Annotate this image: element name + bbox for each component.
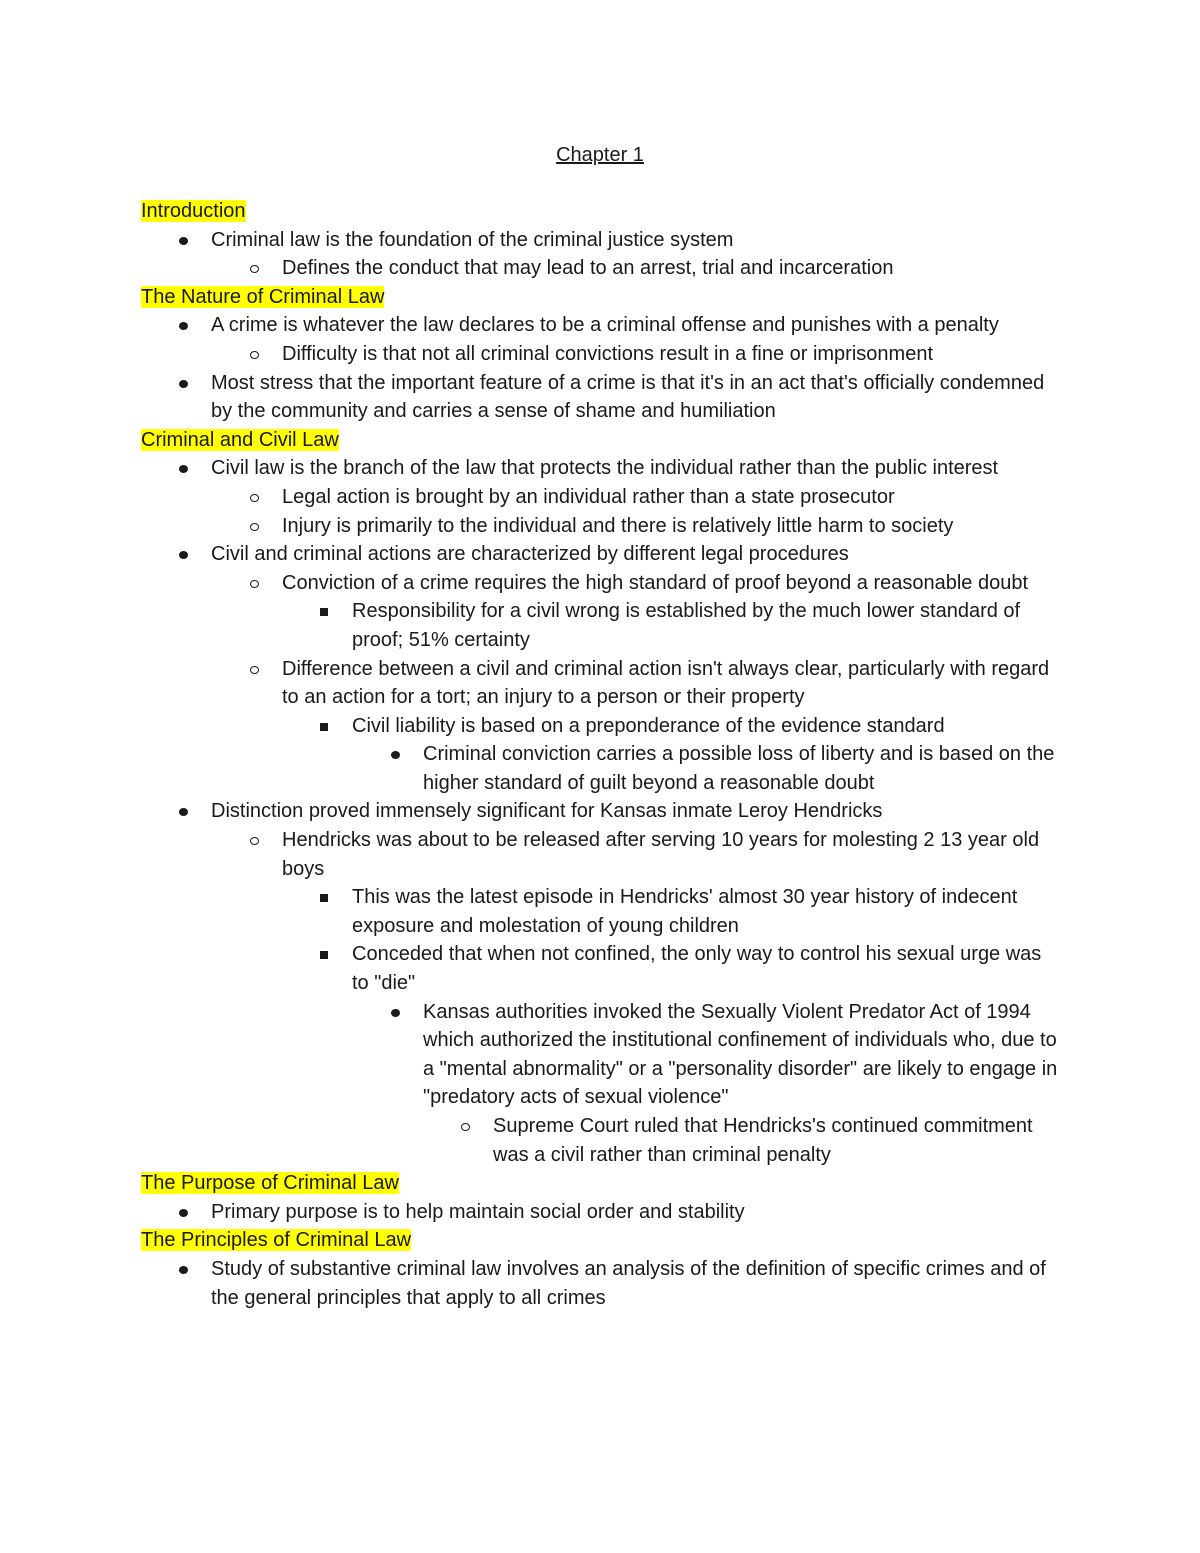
list-item: [141, 597, 1061, 654]
filled-bullet-icon: [173, 369, 193, 398]
filled-bullet-icon: [385, 998, 405, 1027]
list-item-text: Conceded that when not confined, the only way to control his sexual urge was to "die": [352, 943, 1042, 995]
list-item: [141, 1255, 1061, 1312]
list-item: [141, 369, 1061, 426]
filled-bullet-icon: [385, 740, 405, 769]
hollow-bullet-icon: [244, 512, 264, 541]
filled-bullet-icon: [173, 1198, 193, 1227]
section-heading-text: The Purpose of Criminal Law: [141, 1172, 399, 1195]
list-item: [141, 883, 1061, 940]
list-item: [141, 1112, 1061, 1169]
list-item-text: Injury is primarily to the individual and there is relatively little harm to society: [282, 514, 954, 537]
filled-bullet-icon: [173, 797, 193, 826]
square-bullet-icon: [314, 712, 334, 741]
hollow-bullet-icon: [244, 483, 264, 512]
section-heading: [141, 426, 1061, 455]
list-item-text: Kansas authorities invoked the Sexually Violent Predator Act of 1994 which authorized the institutional confinement of individuals who, due to a "mental abnormality" or a "personality disorder" are likely to engage in "predatory acts of sexual violence": [423, 1000, 1058, 1109]
list-item-text: This was the latest episode in Hendricks' almost 30 year history of indecent exposure and molestation of young children: [352, 886, 1018, 937]
list-item-text: Hendricks was about to be released after serving 10 years for molesting 2 13 year old boys: [282, 829, 1040, 880]
list-item-text: Legal action is brought by an individual rather than a state prosecutor: [282, 485, 895, 508]
list-item: [141, 1198, 1061, 1227]
list-item: [141, 340, 1061, 369]
list-item-text: Difficulty is that not all criminal convictions result in a fine or imprisonment: [282, 342, 933, 365]
list-item: [141, 740, 1061, 797]
square-bullet-icon: [314, 940, 334, 969]
list-item-text: Conviction of a crime requires the high standard of proof beyond a reasonable doubt: [282, 571, 1029, 594]
list-item: [141, 483, 1061, 512]
hollow-bullet-icon: [455, 1112, 475, 1141]
list-item-text: Most stress that the important feature of a crime is that it's in an act that's officially condemned by the community and carries a sense of shame and humiliation: [211, 371, 1045, 423]
list-item-text: Study of substantive criminal law involves an analysis of the definition of specific crimes and of the general principles that apply to all crimes: [211, 1257, 1046, 1309]
square-bullet-icon: [314, 597, 334, 626]
filled-bullet-icon: [173, 226, 193, 255]
list-item: [141, 454, 1061, 483]
list-item-text: Responsibility for a civil wrong is established by the much lower standard of proof; 51% certainty: [352, 600, 1021, 651]
section-heading-text: The Principles of Criminal Law: [141, 1229, 412, 1252]
square-bullet-icon: [314, 883, 334, 912]
filled-bullet-icon: [173, 454, 193, 483]
section-heading-text: Criminal and Civil Law: [141, 428, 339, 451]
list-item: [141, 797, 1061, 826]
list-item-text: Defines the conduct that may lead to an arrest, trial and incarceration: [282, 257, 894, 280]
list-item-text: Distinction proved immensely significant for Kansas inmate Leroy Hendricks: [211, 800, 883, 823]
list-item-text: Difference between a civil and criminal action isn't always clear, particularly with regard to an action for a tort; an injury to a person or their property: [282, 657, 1050, 709]
list-item-text: Civil and criminal actions are characterized by different legal procedures: [211, 543, 849, 566]
list-item-text: Civil liability is based on a preponderance of the evidence standard: [352, 714, 945, 737]
list-item-text: Primary purpose is to help maintain social order and stability: [211, 1200, 745, 1223]
section-heading: [141, 1226, 1061, 1255]
hollow-bullet-icon: [244, 826, 264, 855]
list-item: [141, 826, 1061, 883]
filled-bullet-icon: [173, 311, 193, 340]
list-item: [141, 540, 1061, 569]
section-heading-text: The Nature of Criminal Law: [141, 285, 385, 308]
document-title: Chapter 1: [556, 144, 644, 166]
list-item-text: Criminal law is the foundation of the criminal justice system: [211, 228, 734, 251]
list-item: [141, 512, 1061, 541]
list-item-text: Supreme Court ruled that Hendricks's continued commitment was a civil rather than criminal penalty: [493, 1115, 1033, 1166]
list-item: [141, 569, 1061, 598]
list-item: [141, 998, 1061, 1112]
filled-bullet-icon: [173, 540, 193, 569]
document-body: [141, 197, 1061, 1312]
hollow-bullet-icon: [244, 569, 264, 598]
hollow-bullet-icon: [244, 340, 264, 369]
list-item-text: Criminal conviction carries a possible loss of liberty and is based on the higher standard of guilt beyond a reasonable doubt: [423, 743, 1055, 794]
section-heading-text: Introduction: [141, 200, 246, 222]
section-heading: [141, 283, 1061, 312]
list-item: [141, 254, 1061, 283]
filled-bullet-icon: [173, 1255, 193, 1284]
list-item-text: A crime is whatever the law declares to be a criminal offense and punishes with a penalty: [211, 314, 999, 337]
list-item-text: Civil law is the branch of the law that protects the individual rather than the public interest: [211, 457, 999, 480]
section-heading: [141, 1169, 1061, 1198]
section-heading: [141, 197, 1061, 226]
hollow-bullet-icon: [244, 254, 264, 283]
list-item: [141, 712, 1061, 741]
list-item: [141, 226, 1061, 255]
hollow-bullet-icon: [244, 655, 264, 684]
list-item: [141, 311, 1061, 340]
list-item: [141, 940, 1061, 997]
list-item: [141, 655, 1061, 712]
